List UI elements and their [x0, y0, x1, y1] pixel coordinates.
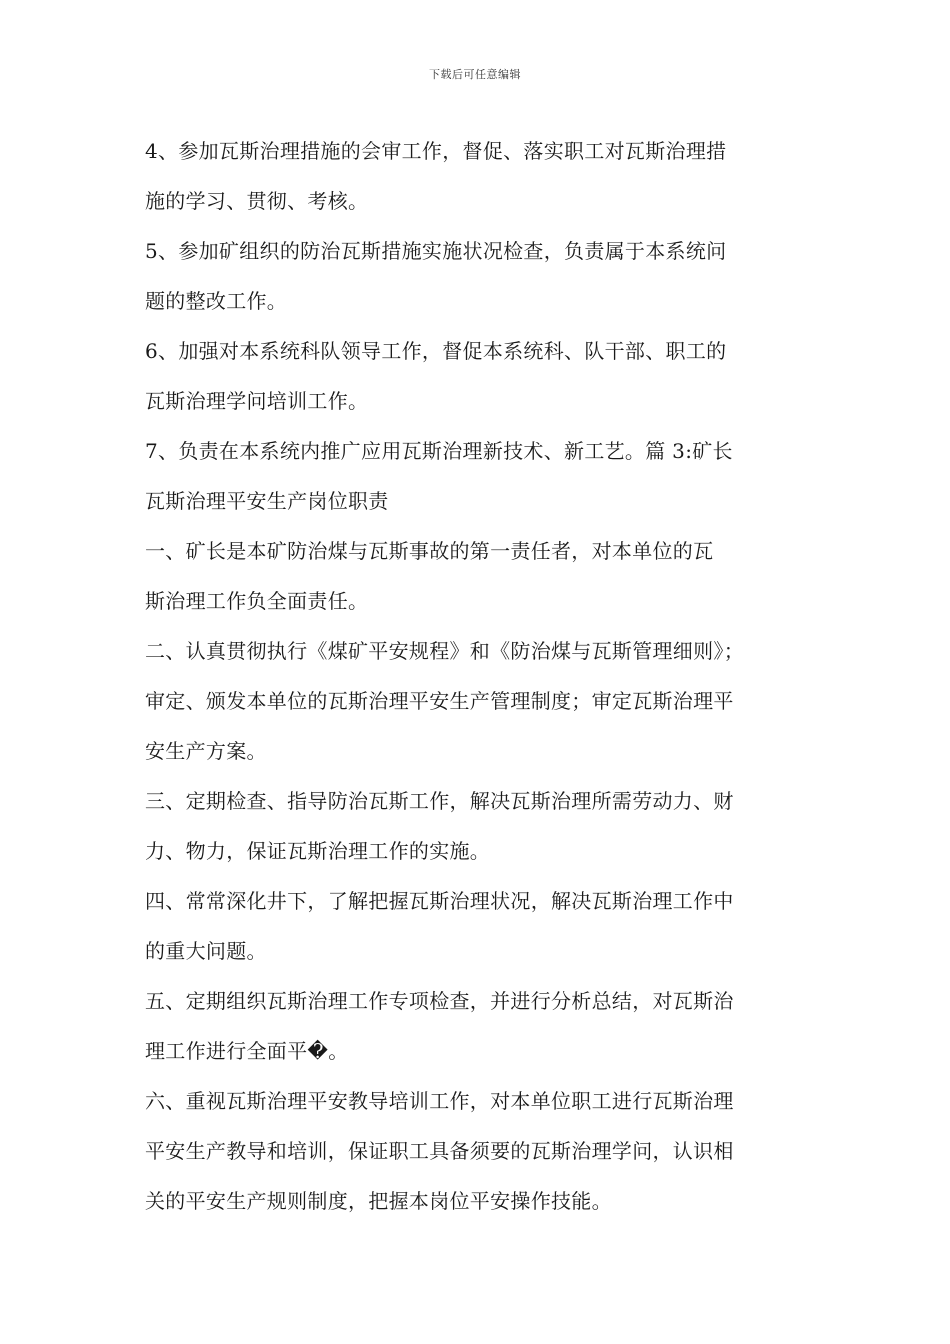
text-line: 4、参加瓦斯治理措施的会审工作，督促、落实职工对瓦斯治理措 — [145, 139, 727, 163]
paragraph-item-3 — [145, 776, 810, 876]
text-line: 安生产方案。 — [145, 739, 267, 763]
paragraph-item-6 — [145, 1076, 810, 1226]
text-line: 施的学习、贯彻、考核。 — [145, 189, 369, 213]
text-line: 6、加强对本系统科队领导工作，督促本系统科、队干部、职工的 — [145, 339, 727, 363]
paragraph-6 — [145, 326, 810, 426]
text-line: 的重大问题。 — [145, 939, 267, 963]
text-line: 三、定期检查、指导防治瓦斯工作，解决瓦斯治理所需劳动力、财 — [145, 789, 734, 813]
text-line: 四、常常深化井下，了解把握瓦斯治理状况，解决瓦斯治理工作中 — [145, 889, 734, 913]
text-line: 7、负责在本系统内推广应用瓦斯治理新技术、新工艺。篇 3:矿长 — [145, 439, 733, 463]
text-line: 瓦斯治理学问培训工作。 — [145, 389, 369, 413]
text-line: 关的平安生产规则制度，把握本岗位平安操作技能。 — [145, 1189, 612, 1213]
text-line: 五、定期组织瓦斯治理工作专项检查，并进行分析总结，对瓦斯治 — [145, 989, 734, 1013]
paragraph-4 — [145, 126, 810, 226]
page-header: 下载后可任意编辑 — [429, 68, 521, 81]
text-line: 一、矿长是本矿防治煤与瓦斯事故的第一责任者，对本单位的瓦 — [145, 539, 714, 563]
paragraph-item-2 — [145, 626, 810, 776]
text-line: 审定、颁发本单位的瓦斯治理平安生产管理制度；审定瓦斯治理平 — [145, 689, 734, 713]
text-line: 题的整改工作。 — [145, 289, 288, 313]
section-title-line: 瓦斯治理平安生产岗位职责 — [145, 489, 389, 513]
paragraph-item-1 — [145, 526, 810, 626]
text-line: 斯治理工作负全面责任。 — [145, 589, 369, 613]
text-line: 5、参加矿组织的防治瓦斯措施实施状况检查，负责属于本系统问 — [145, 239, 727, 263]
text-line: 力、物力，保证瓦斯治理工作的实施。 — [145, 839, 491, 863]
paragraph-item-5 — [145, 976, 810, 1076]
text-line: 二、认真贯彻执行《煤矿平安规程》和《防治煤与瓦斯管理细则》； — [145, 639, 744, 663]
document-body — [145, 126, 810, 1226]
paragraph-5 — [145, 226, 810, 326]
text-line: 平安生产教导和培训，保证职工具备须要的瓦斯治理学问，认识相 — [145, 1139, 734, 1163]
paragraph-item-4 — [145, 876, 810, 976]
text-line: 六、重视瓦斯治理平安教导培训工作，对本单位职工进行瓦斯治理 — [145, 1089, 734, 1113]
text-line: 理工作进行全面平�。 — [145, 1039, 349, 1063]
paragraph-7 — [145, 426, 810, 526]
